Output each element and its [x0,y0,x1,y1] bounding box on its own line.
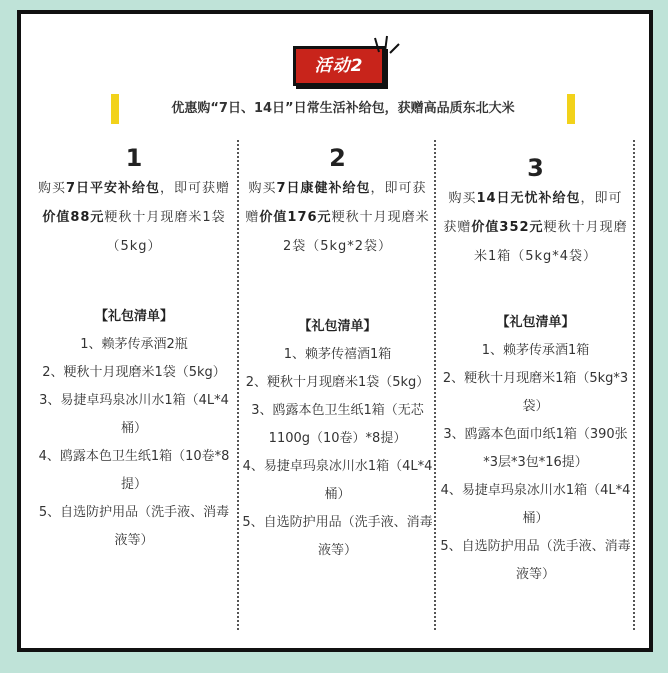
activity-badge: 活动2 [293,46,385,86]
package-number: 3 [527,152,544,184]
package-description: 购买14日无忧补给包，即可获赠价值352元粳秋十月现磨米1箱（5kg*4袋） [443,191,628,264]
headline-banner: 优惠购“7日、14日”日常生活补给包，获赠高品质东北大米 [111,94,575,124]
package-number: 1 [126,142,143,174]
spark-lines-icon [371,34,401,56]
gift-list [239,341,436,565]
gift-list-title: 【礼包清单】 [94,309,173,324]
gift-list-item: 3、鸥露本色卫生纸1箱（无芯1100g（10卷）*8提） [251,403,424,446]
gift-list-item: 5、自选防护用品（洗手液、消毒液等） [38,505,230,548]
gift-list-item: 3、易捷卓玛泉冰川水1箱（4L*4桶） [39,393,229,436]
gift-list-item: 3、鸥露本色面巾纸1箱（390张*3层*3包*16提） [443,427,628,470]
gift-list [31,331,237,555]
package-number: 2 [329,142,346,174]
package-description: 购买7日康健补给包，即可获赠价值176元粳秋十月现磨米2袋（5kg*2袋） [245,181,430,254]
gift-list-item: 4、易捷卓玛泉冰川水1箱（4L*4桶） [242,459,433,502]
package-column-1 [31,142,237,632]
gift-list-item: 2、粳秋十月现磨米1袋（5kg） [245,375,430,390]
gift-list [438,337,633,589]
package-column-3 [438,142,633,632]
gift-list-item: 4、易捷卓玛泉冰川水1箱（4L*4桶） [440,483,631,526]
gift-list-item: 5、自选防护用品（洗手液、消毒液等） [242,515,433,558]
gift-list-title: 【礼包清单】 [496,315,575,330]
gift-list-item: 2、粳秋十月现磨米1袋（5kg） [42,365,226,380]
package-column-2 [239,142,436,632]
gift-list-item: 5、自选防护用品（洗手液、消毒液等） [440,539,631,582]
gift-list-title: 【礼包清单】 [298,319,377,334]
package-description: 购买7日平安补给包，即可获赠价值88元粳秋十月现磨米1袋（5kg） [37,181,231,254]
gift-list-item: 1、赖茅传承酒2瓶 [80,337,188,352]
gift-list-item: 4、鸥露本色卫生纸1箱（10卷*8提） [38,449,230,492]
gift-list-item: 1、赖茅传承酒1箱 [481,343,590,358]
poster-frame [17,10,653,652]
column-divider [633,140,635,630]
gift-list-item: 2、粳秋十月现磨米1箱（5kg*3袋） [442,371,629,414]
gift-list-item: 1、赖茅传禧酒1箱 [283,347,392,362]
